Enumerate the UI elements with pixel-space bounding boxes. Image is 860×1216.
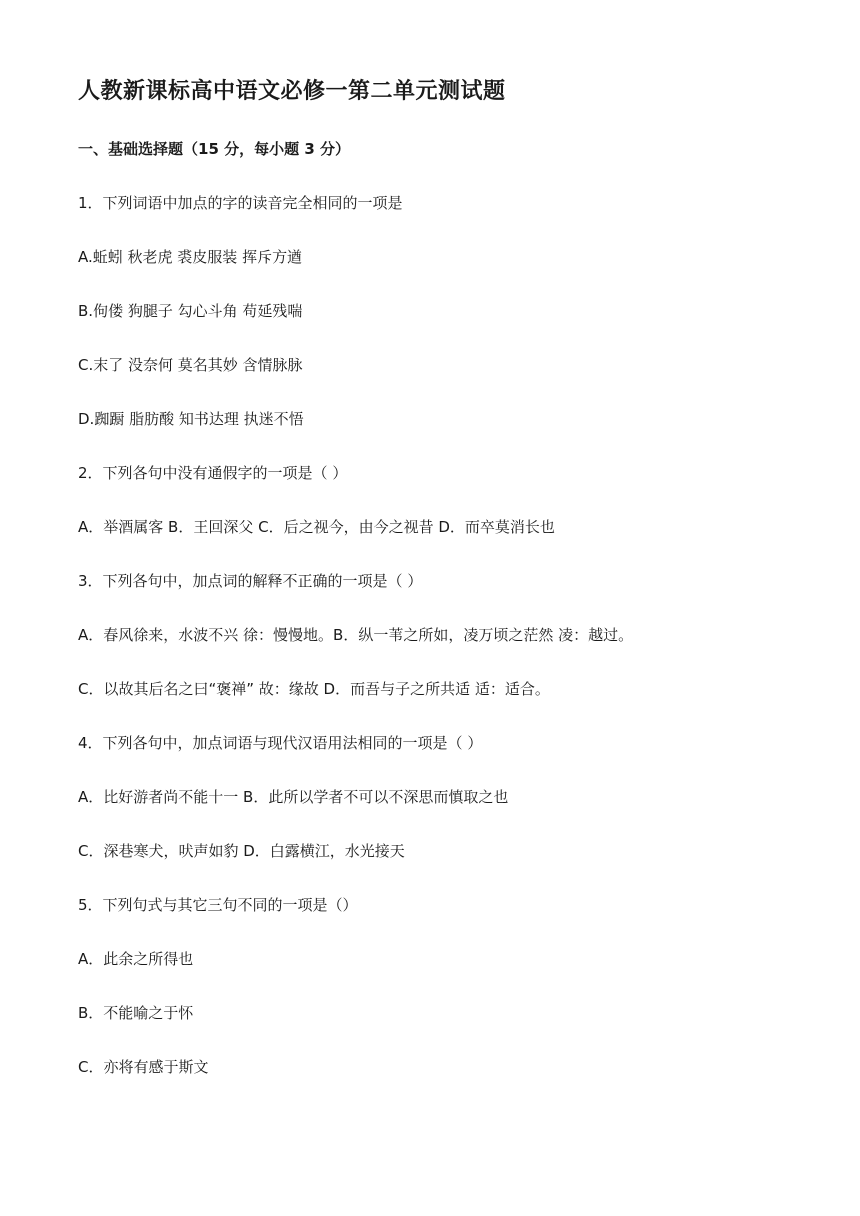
question-1-option-d: D.踟蹰 脂肪酸 知书达理 执迷不悟 — [78, 410, 304, 428]
question-list — [78, 192, 818, 1110]
question-4-options-ab: A．比好游者尚不能十一 B．此所以学者不可以不深思而慎取之也 — [78, 788, 509, 806]
question-5-option-c: C．亦将有感于斯文 — [78, 1058, 209, 1076]
page-title: 人教新课标高中语文必修一第二单元测试题 — [78, 79, 506, 104]
question-2-options: A．举酒属客 B．王回深父 C．后之视今，由今之视昔 D．而卒莫消长也 — [78, 518, 555, 536]
question-5-option-b: B．不能喻之于怀 — [78, 1004, 194, 1022]
question-4-stem: 4．下列各句中，加点词语与现代汉语用法相同的一项是（ ） — [78, 734, 483, 752]
question-3-options-ab: A．春风徐来，水波不兴 徐：慢慢地。B．纵一苇之所如，凌万顷之茫然 凌：越过。 — [78, 626, 634, 644]
question-3-stem: 3．下列各句中，加点词的解释不正确的一项是（ ） — [78, 572, 423, 590]
question-5-option-a: A．此余之所得也 — [78, 950, 194, 968]
question-1-option-a: A.蚯蚓 秋老虎 裘皮服装 挥斥方遒 — [78, 248, 303, 266]
section-heading: 一、基础选择题（15 分，每小题 3 分） — [78, 140, 350, 158]
question-2-stem: 2．下列各句中没有通假字的一项是（ ） — [78, 464, 348, 482]
question-1-stem: 1．下列词语中加点的字的读音完全相同的一项是 — [78, 194, 403, 212]
question-1-option-c: C.末了 没奈何 莫名其妙 含情脉脉 — [78, 356, 303, 374]
question-1-option-b: B.佝偻 狗腿子 勾心斗角 苟延残喘 — [78, 302, 303, 320]
question-3-options-cd: C．以故其后名之曰“褒禅” 故：缘故 D．而吾与子之所共适 适：适合。 — [78, 680, 550, 698]
question-5-stem: 5．下列句式与其它三句不同的一项是（） — [78, 896, 358, 914]
question-4-options-cd: C．深巷寒犬，吠声如豹 D．白露横江，水光接天 — [78, 842, 405, 860]
